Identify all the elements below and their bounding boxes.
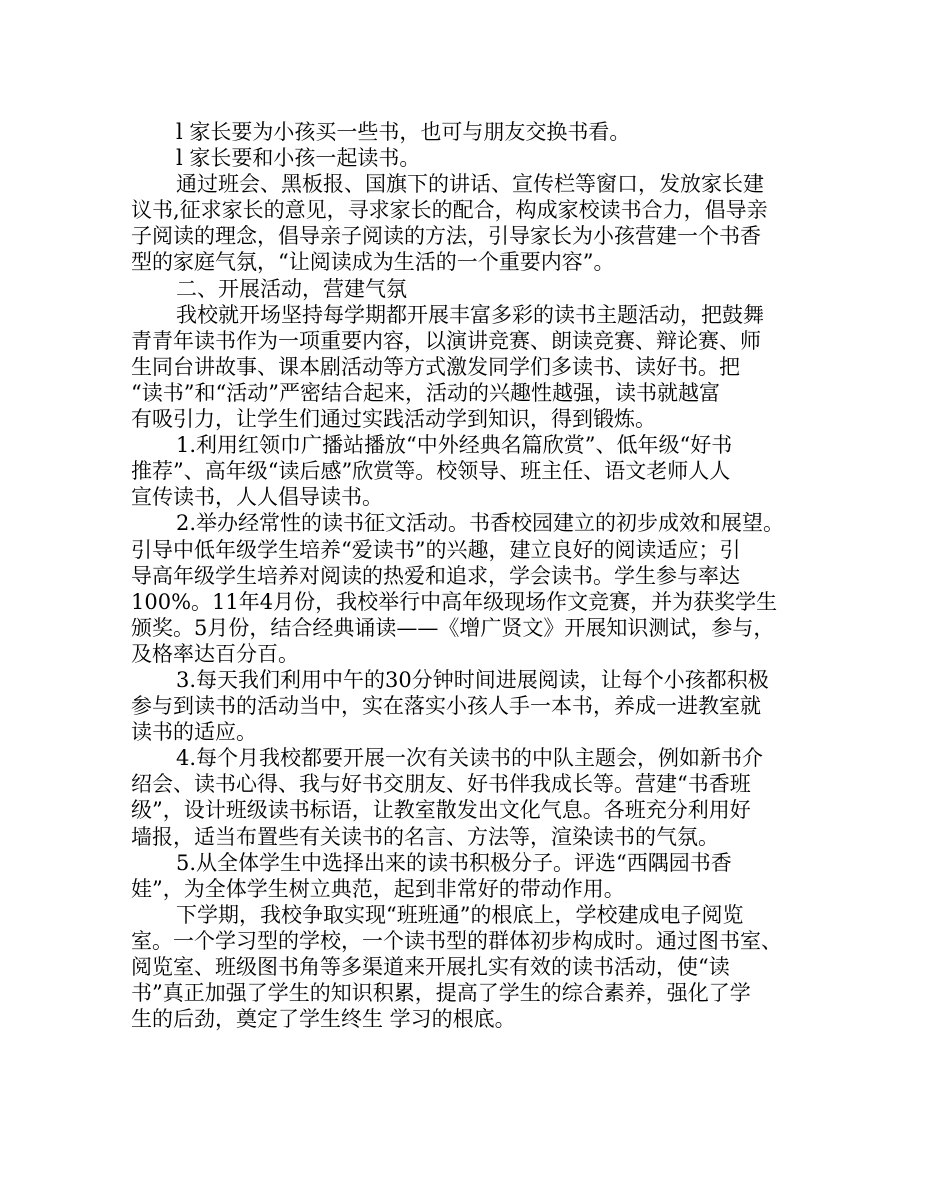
- text-line: 1.利用红领巾广播站播放“中外经典名篇欣赏”、低年级“好书: [176, 433, 733, 458]
- text-line: 3.每天我们利用中午的30分钟时间进展阅读，让每个小孩都积极: [176, 667, 769, 692]
- text-line: 阅览室、班级图书角等多渠道来开展扎实有效的读书活动，使“读: [131, 955, 730, 979]
- text-line: 读书的适应。: [131, 720, 257, 745]
- text-line: 有吸引力，让学生们通过实践活动学到知识，得到锻炼。: [131, 407, 656, 432]
- text-line: l 家长要和小孩一起读书。: [176, 146, 421, 171]
- text-line: 室。一个学习型的学校，一个读书型的群体初步构成时。通过图书室、: [131, 928, 782, 953]
- text-line: 议书,征求家长的意见，寻求家长的配合，构成家校读书合力，倡导亲: [131, 198, 768, 223]
- text-line: 4.每个月我校都要开展一次有关读书的中队主题会，例如新书介: [176, 746, 764, 771]
- text-line: 生同台讲故事、课本剧活动等方式激发同学们多读书、读好书。把: [131, 354, 740, 379]
- text-line: 5.从全体学生中选择出来的读书积极分子。评选“西隅园书香: [176, 850, 732, 875]
- text-line: 墙报，适当布置些有关读书的名言、方法等，渲染读书的气氛。: [131, 824, 719, 849]
- text-line: 二、开展活动，营建气氛: [176, 276, 407, 301]
- text-line: 绍会、读书心得、我与好书交朋友、好书伴我成长等。营建“书香班: [131, 772, 751, 797]
- text-line: “读书”和“活动”严密结合起来，活动的兴趣性越强，读书就越富: [131, 380, 720, 405]
- text-line: 参与到读书的活动当中，实在落实小孩人手一本书，养成一进教室就: [131, 694, 761, 719]
- text-line: 青青年读书作为一项重要内容，以演讲竞赛、朗读竞赛、辩论赛、师: [131, 328, 761, 353]
- text-line: 2.举办经常性的读书征文活动。书香校园建立的初步成效和展望。: [176, 511, 785, 536]
- text-line: 我校就开场坚持每学期都开展丰富多彩的读书主题活动，把鼓舞: [176, 302, 764, 327]
- text-line: 通过班会、黑板报、国旗下的讲话、宣传栏等窗口，发放家长建: [176, 172, 764, 197]
- text-line: 子阅读的理念，倡导亲子阅读的方法，引导家长为小孩营建一个书香: [131, 224, 761, 249]
- text-line: 导高年级学生培养对阅读的热爱和追求，学会读书。学生参与率达: [131, 563, 740, 588]
- document-body: [131, 119, 821, 1032]
- text-line: l 家长要为小孩买一些书，也可与朋友交换书看。: [176, 120, 631, 144]
- text-line: 书”真正加强了学生的知识积累，提高了学生的综合素养，强化了学: [131, 981, 751, 1006]
- text-line: 推荐”、高年级“读后感”欣赏等。校领导、班主任、语文老师人人: [131, 459, 731, 484]
- text-line: 生的后劲，奠定了学生终生 学习的根底。: [131, 1007, 516, 1032]
- text-line: 引导中低年级学生培养“爱读书”的兴趣，建立良好的阅读适应；引: [131, 537, 741, 562]
- text-line: 宣传读书，人人倡导读书。: [131, 485, 383, 510]
- text-line: 型的家庭气氛，“让阅读成为生活的一个重要内容”。: [131, 250, 615, 275]
- text-line: 及格率达百分百。: [131, 641, 299, 666]
- text-line: 颁奖。5月份，结合经典诵读——《增广贤文》开展知识测试，参与，: [131, 615, 775, 640]
- text-line: 娃”，为全体学生树立典范，起到非常好的带动作用。: [131, 876, 625, 901]
- text-line: 下学期，我校争取实现“班班通”的根底上，学校建成电子阅览: [176, 902, 744, 927]
- text-line: 级”，设计班级读书标语，让教室散发出文化气息。各班充分利用好: [131, 798, 751, 823]
- text-line: 100%。11年4月份，我校举行中高年级现场作文竞赛，并为获奖学生: [131, 589, 778, 614]
